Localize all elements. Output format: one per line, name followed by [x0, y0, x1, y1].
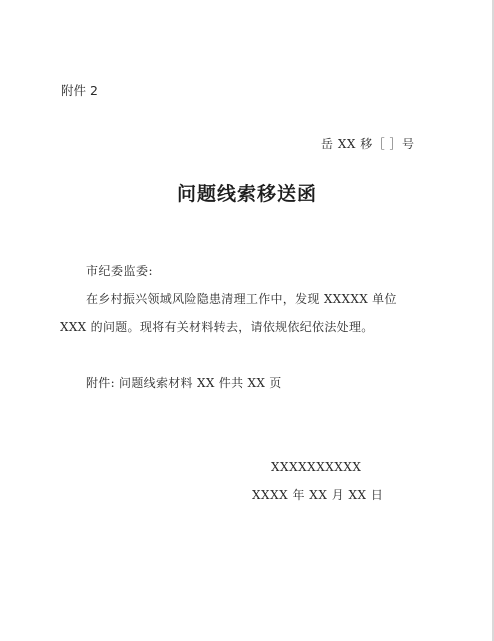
recipient-line: 市纪委监委: [86, 264, 154, 278]
attachment-label: 附件 2 [61, 83, 98, 98]
body-paragraph-line-2: XXX 的问题。现将有关材料转去，请依规依纪依法处理。 [60, 320, 374, 334]
document-title: 问题线索移送函 [176, 183, 317, 205]
sender-signature: XXXXXXXXXX [271, 460, 362, 474]
document-number: 岳 XX 移［ ］号 [321, 137, 415, 151]
body-paragraph-line-1: 在乡村振兴领域风险隐患清理工作中，发现 XXXXX 单位 [86, 292, 397, 306]
issue-date: XXXX 年 XX 月 XX 日 [252, 488, 384, 502]
attachments-line: 附件: 问题线索材料 XX 件共 XX 页 [86, 376, 282, 390]
